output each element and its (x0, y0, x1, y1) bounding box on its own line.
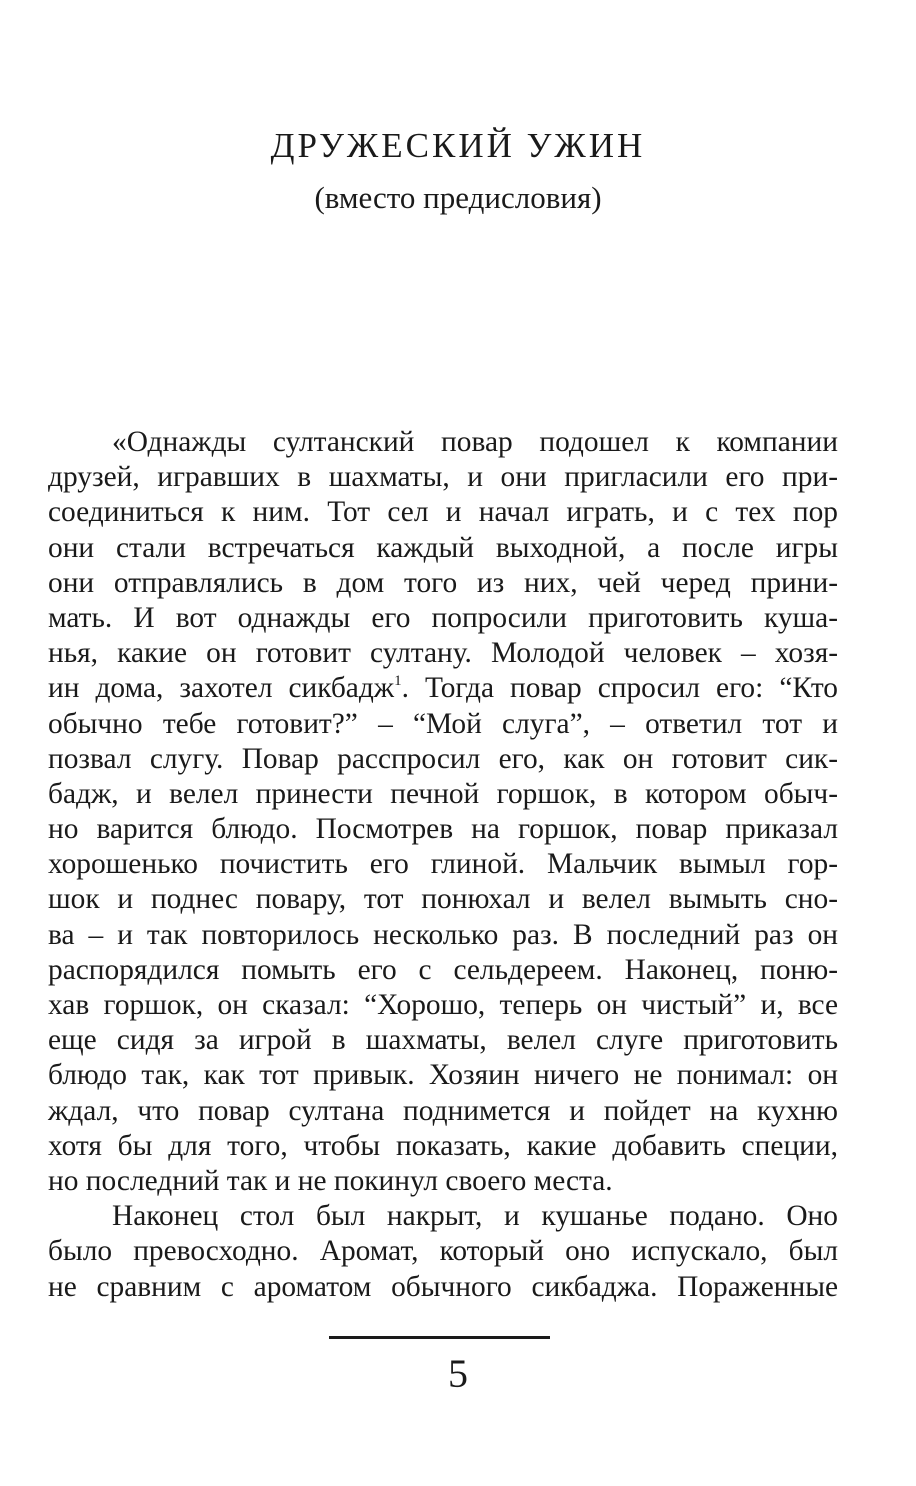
text-line: «Однажды султанский повар подошел к компании (112, 426, 838, 458)
text-line: хав горшок, он сказал: “Хорошо, теперь он чистый” и, все (48, 989, 838, 1021)
text-line: они отправлялись в дом того из них, чей черед прини- (48, 566, 838, 599)
page-number: 5 (448, 1351, 468, 1396)
text-segment: . Тогда повар спросил его: “Кто (401, 672, 838, 705)
text-segment: ин дома, захотел сикбадж (48, 672, 395, 705)
text-line: хотя бы для того, чтобы показать, какие добавить специи, (48, 1129, 838, 1162)
text-line: ва – и так повторилось несколько раз. В последний раз он (48, 918, 838, 951)
text-line: шок и поднес повару, тот понюхал и велел вымыть сно- (48, 883, 838, 916)
text-line-with-footnote (48, 671, 838, 706)
footnote-marker: 1 (394, 673, 402, 690)
body-text (48, 425, 838, 1305)
text-line: еще сидя за игрой в шахматы, велел слуге приготовить (48, 1024, 838, 1057)
text-line: позвал слугу. Повар расспросил его, как он готовит сик- (48, 742, 838, 775)
text-line: но варится блюдо. Посмотрев на горшок, повар приказал (48, 813, 838, 846)
text-line: мать. И вот однажды его попросили приготовить куша- (48, 601, 838, 634)
chapter-subtitle: (вместо предисловия) (314, 180, 602, 215)
text-line: не сравним с ароматом обычного сикбаджа. Пораженные (48, 1270, 838, 1303)
text-line: друзей, игравших в шахматы, и они пригласили его при- (48, 461, 838, 494)
text-line: Наконец стол был накрыт, и кушанье подано. Оно (112, 1200, 838, 1233)
text-line: нья, какие он готовит султану. Молодой человек – хозя- (48, 637, 838, 670)
text-line: распорядился помыть его с сельдереем. Наконец, поню- (48, 953, 838, 986)
text-line: ждал, что повар султана поднимется и пойдет на кухню (48, 1094, 838, 1127)
text-line: они стали встречаться каждый выходной, а после игры (48, 531, 838, 564)
text-line: блюдо так, как тот привык. Хозяин ничего не понимал: он (48, 1059, 838, 1092)
text-line: хорошенько почистить его глиной. Мальчик вымыл гор- (48, 848, 838, 881)
text-line: обычно тебе готовит?” – “Мой слуга”, – ответил тот и (48, 707, 838, 740)
text-line: соединиться к ним. Тот сел и начал играть, и с тех пор (48, 496, 838, 529)
text-line: но последний так и не покинул своего места. (48, 1164, 613, 1197)
chapter-title: ДРУЖЕСКИЙ УЖИН (270, 126, 646, 165)
text-line: было превосходно. Аромат, который оно испускало, был (48, 1235, 838, 1268)
footer-rule (329, 1336, 550, 1339)
text-line: бадж, и велел принести печной горшок, в котором обыч- (48, 777, 838, 810)
